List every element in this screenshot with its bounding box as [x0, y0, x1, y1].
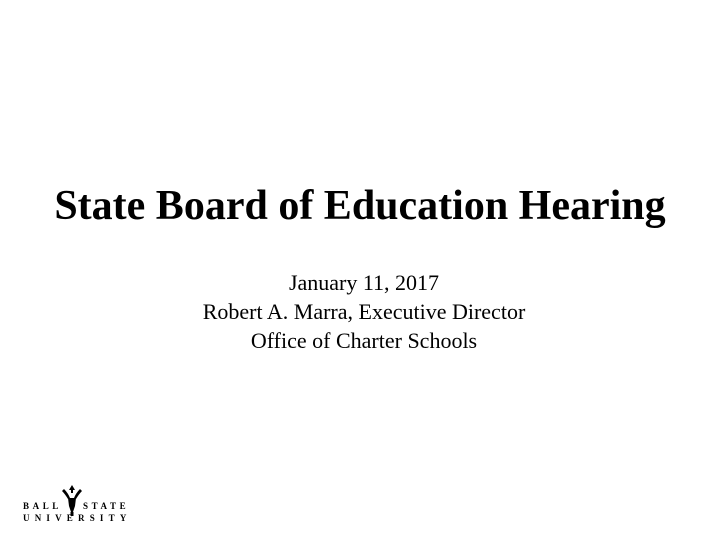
beneficence-emblem-icon	[62, 485, 82, 516]
subtitle-presenter: Robert A. Marra, Executive Director	[202, 299, 526, 324]
logo-text-state: STATE	[83, 501, 130, 511]
ball-state-logo-icon	[22, 484, 132, 524]
slide-title: State Board of Education Hearing	[54, 183, 666, 229]
logo-text-ball: BALL	[23, 501, 62, 511]
logo-text-university: UNIVERSITY	[23, 513, 132, 523]
subtitle-date: January 11, 2017	[288, 270, 440, 295]
subtitle-office: Office of Charter Schools	[250, 328, 478, 353]
ball-state-university-logo	[22, 484, 132, 524]
slide-subtitle	[0, 268, 728, 355]
